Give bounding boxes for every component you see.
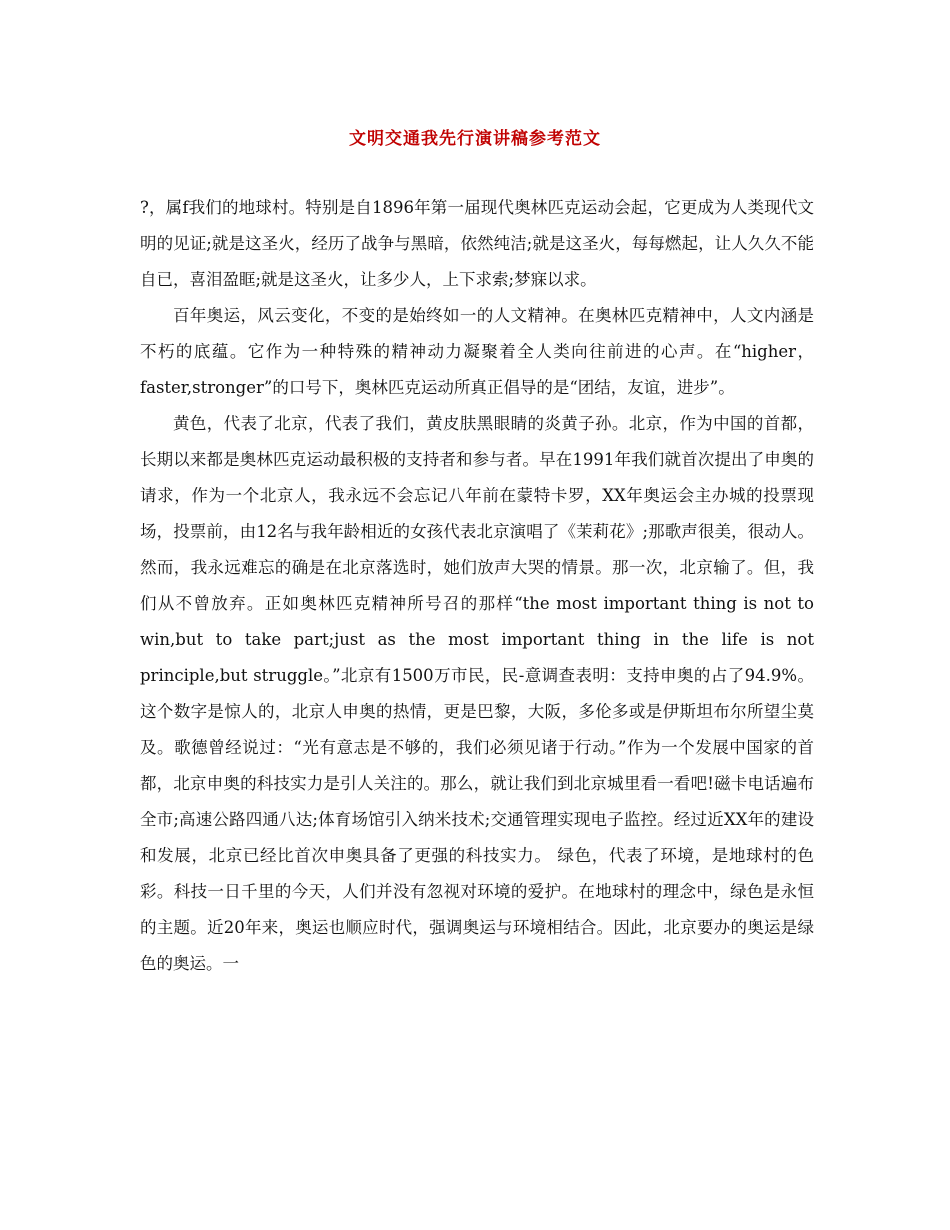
paragraph-1: ?，属f我们的地球村。特别是自1896年第一届现代奥林匹克运动会起，它更成为人类现代文明的见证;就是这圣火，经历了战争与黑暗，依然纯洁;就是这圣火，每每燃起，让人久久不能自已，喜泪盈眶;就是这圣火，让多少人，上下求索;梦寐以求。 bbox=[140, 198, 814, 289]
document-body bbox=[140, 190, 814, 982]
document-title: 文明交通我先行演讲稿参考范文 bbox=[349, 129, 601, 149]
paragraph-3: 黄色，代表了北京，代表了我们，黄皮肤黑眼睛的炎黄子孙。北京，作为中国的首都，长期以来都是奥林匹克运动最积极的支持者和参与者。早在1991年我们就首次提出了申奥的请求，作为一个北京人，我永远不会忘记八年前在蒙特卡罗，XX年奥运会主办城的投票现场，投票前，由12名与我年龄相近的女孩代表北京演唱了《茉莉花》;那歌声很美，很动人。然而，我永远难忘的确是在北京落选时，她们放声大哭的情景。那一次，北京输了。但，我们从不曾放弃。正如奥林匹克精神所号召的那样“the most important thing is not to win,but to take part;just as the most important thing in the life is not principle,but struggle。”北京有1500万市民，民-意调查表明：支持申奥的占了94.9%。这个数字是惊人的，北京人申奥的热情，更是巴黎，大阪，多伦多或是伊斯坦布尔所望尘莫及。歌德曾经说过：“光有意志是不够的，我们必须见诸于行动。”作为一个发展中国家的首都，北京申奥的科技实力是引人关注的。那么，就让我们到北京城里看一看吧!磁卡电话遍布全市;高速公路四通八达;体育场馆引入纳米技术;交通管理实现电子监控。经过近XX年的建设和发展，北京已经比首次申奥具备了更强的科技实力。 绿色，代表了环境，是地球村的色彩。科技一日千里的今天，人们并没有忽视对环境的爱护。在地球村的理念中，绿色是永恒的主题。近20年来，奥运也顺应时代，强调奥运与环境相结合。因此，北京要办的奥运是绿色的奥运。一 bbox=[140, 414, 814, 973]
paragraph-2: 百年奥运，风云变化，不变的是始终如一的人文精神。在奥林匹克精神中，人文内涵是不朽的底蕴。它作为一种特殊的精神动力凝聚着全人类向往前进的心声。在“higher，faster,stronger”的口号下，奥林匹克运动所真正倡导的是“团结，友谊，进步”。 bbox=[140, 306, 814, 397]
